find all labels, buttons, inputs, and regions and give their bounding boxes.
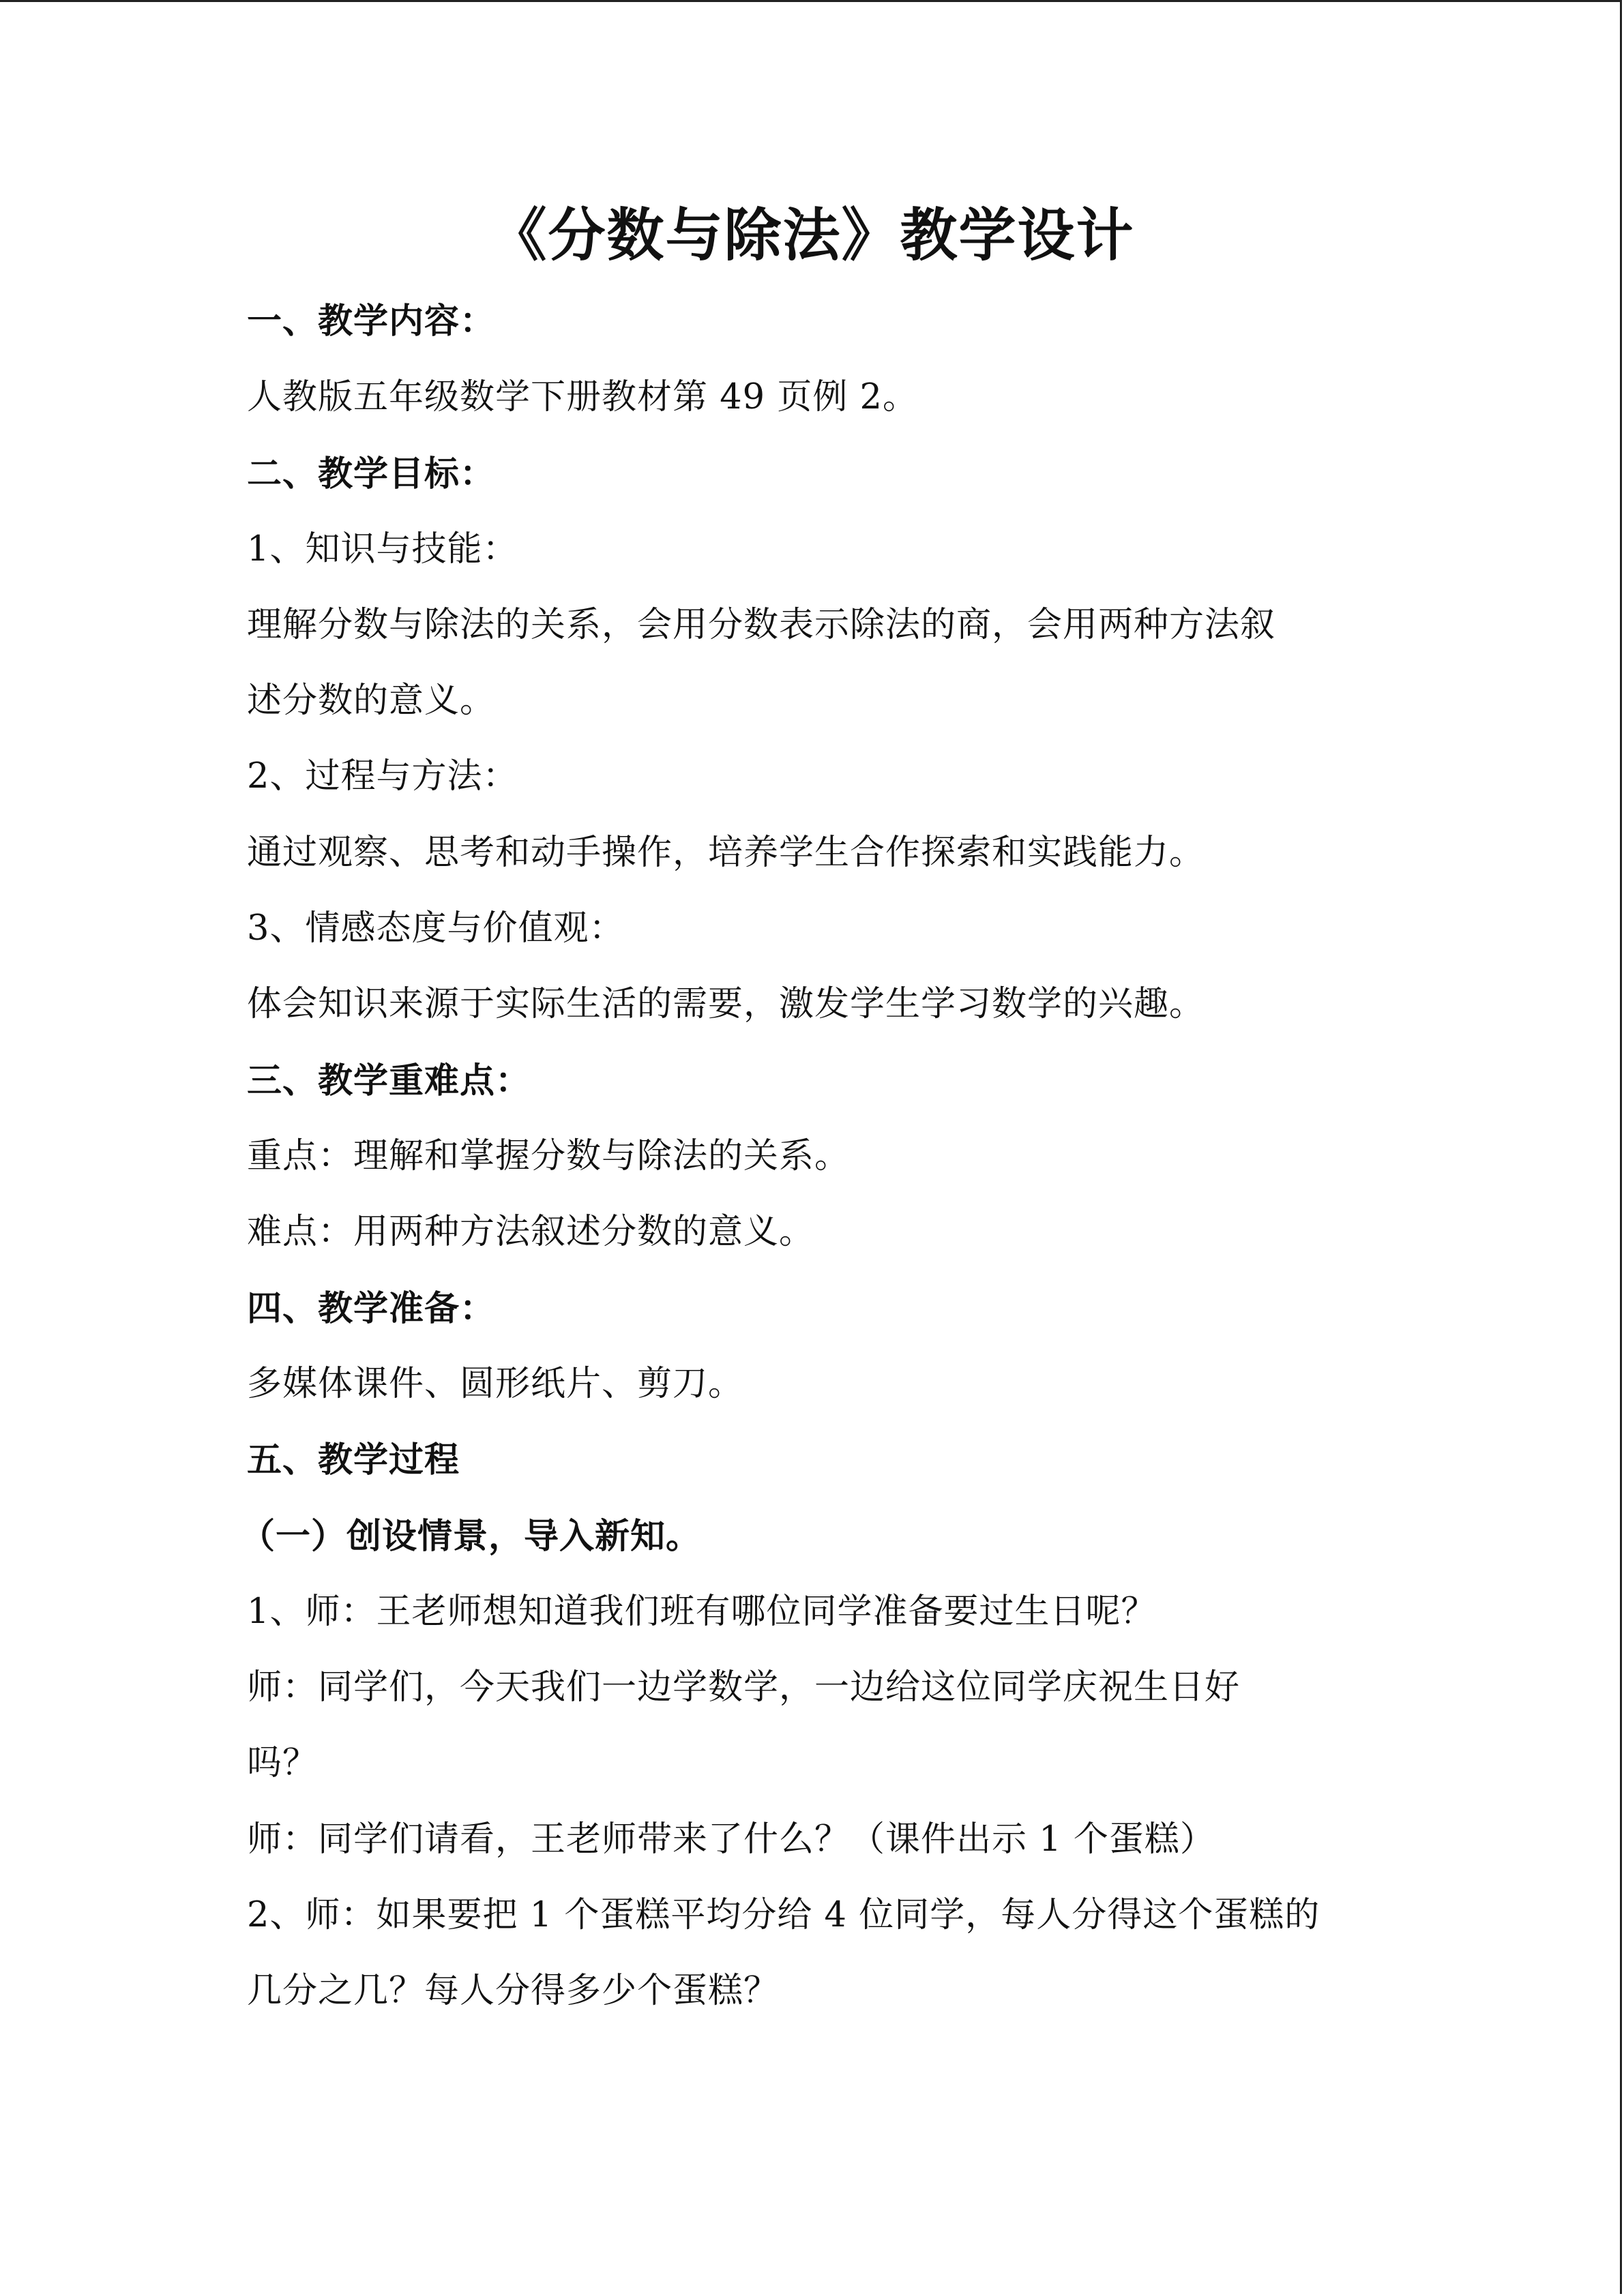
- objective-knowledge-line-2: 述分数的意义。: [247, 681, 496, 721]
- objective-process-heading: 2、过程与方法：: [247, 756, 518, 796]
- process-line-6: 几分之几？每人分得多少个蛋糕？: [247, 1971, 780, 2011]
- document-title: 《分数与除法》教学设计: [489, 201, 1135, 269]
- process-sub-heading: （一）创设情景，导入新知。: [240, 1516, 702, 1557]
- difficulty-text: 难点：用两种方法叙述分数的意义。: [247, 1212, 815, 1252]
- section-heading-process: 五、教学过程: [247, 1440, 460, 1480]
- section-heading-preparation: 四、教学准备：: [247, 1288, 496, 1329]
- process-line-5: 2、师：如果要把 1 个蛋糕平均分给 4 位同学，每人分得这个蛋糕的: [247, 1895, 1320, 1935]
- objective-emotion-heading: 3、情感态度与价值观：: [247, 908, 625, 949]
- objective-process-text: 通过观察、思考和动手操作，培养学生合作探索和实践能力。: [247, 833, 1205, 873]
- content-text: 人教版五年级数学下册教材第 49 页例 2。: [247, 377, 918, 417]
- key-point-text: 重点：理解和掌握分数与除法的关系。: [247, 1136, 851, 1176]
- process-line-3: 吗？: [247, 1743, 319, 1783]
- process-line-1: 1、师：王老师想知道我们班有哪位同学准备要过生日呢？: [247, 1592, 1157, 1632]
- objective-knowledge-line-1: 理解分数与除法的关系，会用分数表示除法的商，会用两种方法叙: [247, 605, 1276, 645]
- objective-emotion-text: 体会知识来源于实际生活的需要，激发学生学习数学的兴趣。: [247, 984, 1205, 1024]
- process-line-2: 师：同学们，今天我们一边学数学，一边给这位同学庆祝生日好: [247, 1667, 1241, 1708]
- process-line-4: 师：同学们请看，王老师带来了什么？（课件出示 1 个蛋糕）: [247, 1819, 1215, 1860]
- section-heading-key-points: 三、教学重难点：: [247, 1060, 531, 1101]
- section-heading-objectives: 二、教学目标：: [247, 453, 496, 494]
- section-heading-content: 一、教学内容：: [247, 301, 496, 342]
- objective-knowledge-heading: 1、知识与技能：: [247, 529, 518, 569]
- preparation-text: 多媒体课件、圆形纸片、剪刀。: [247, 1364, 744, 1404]
